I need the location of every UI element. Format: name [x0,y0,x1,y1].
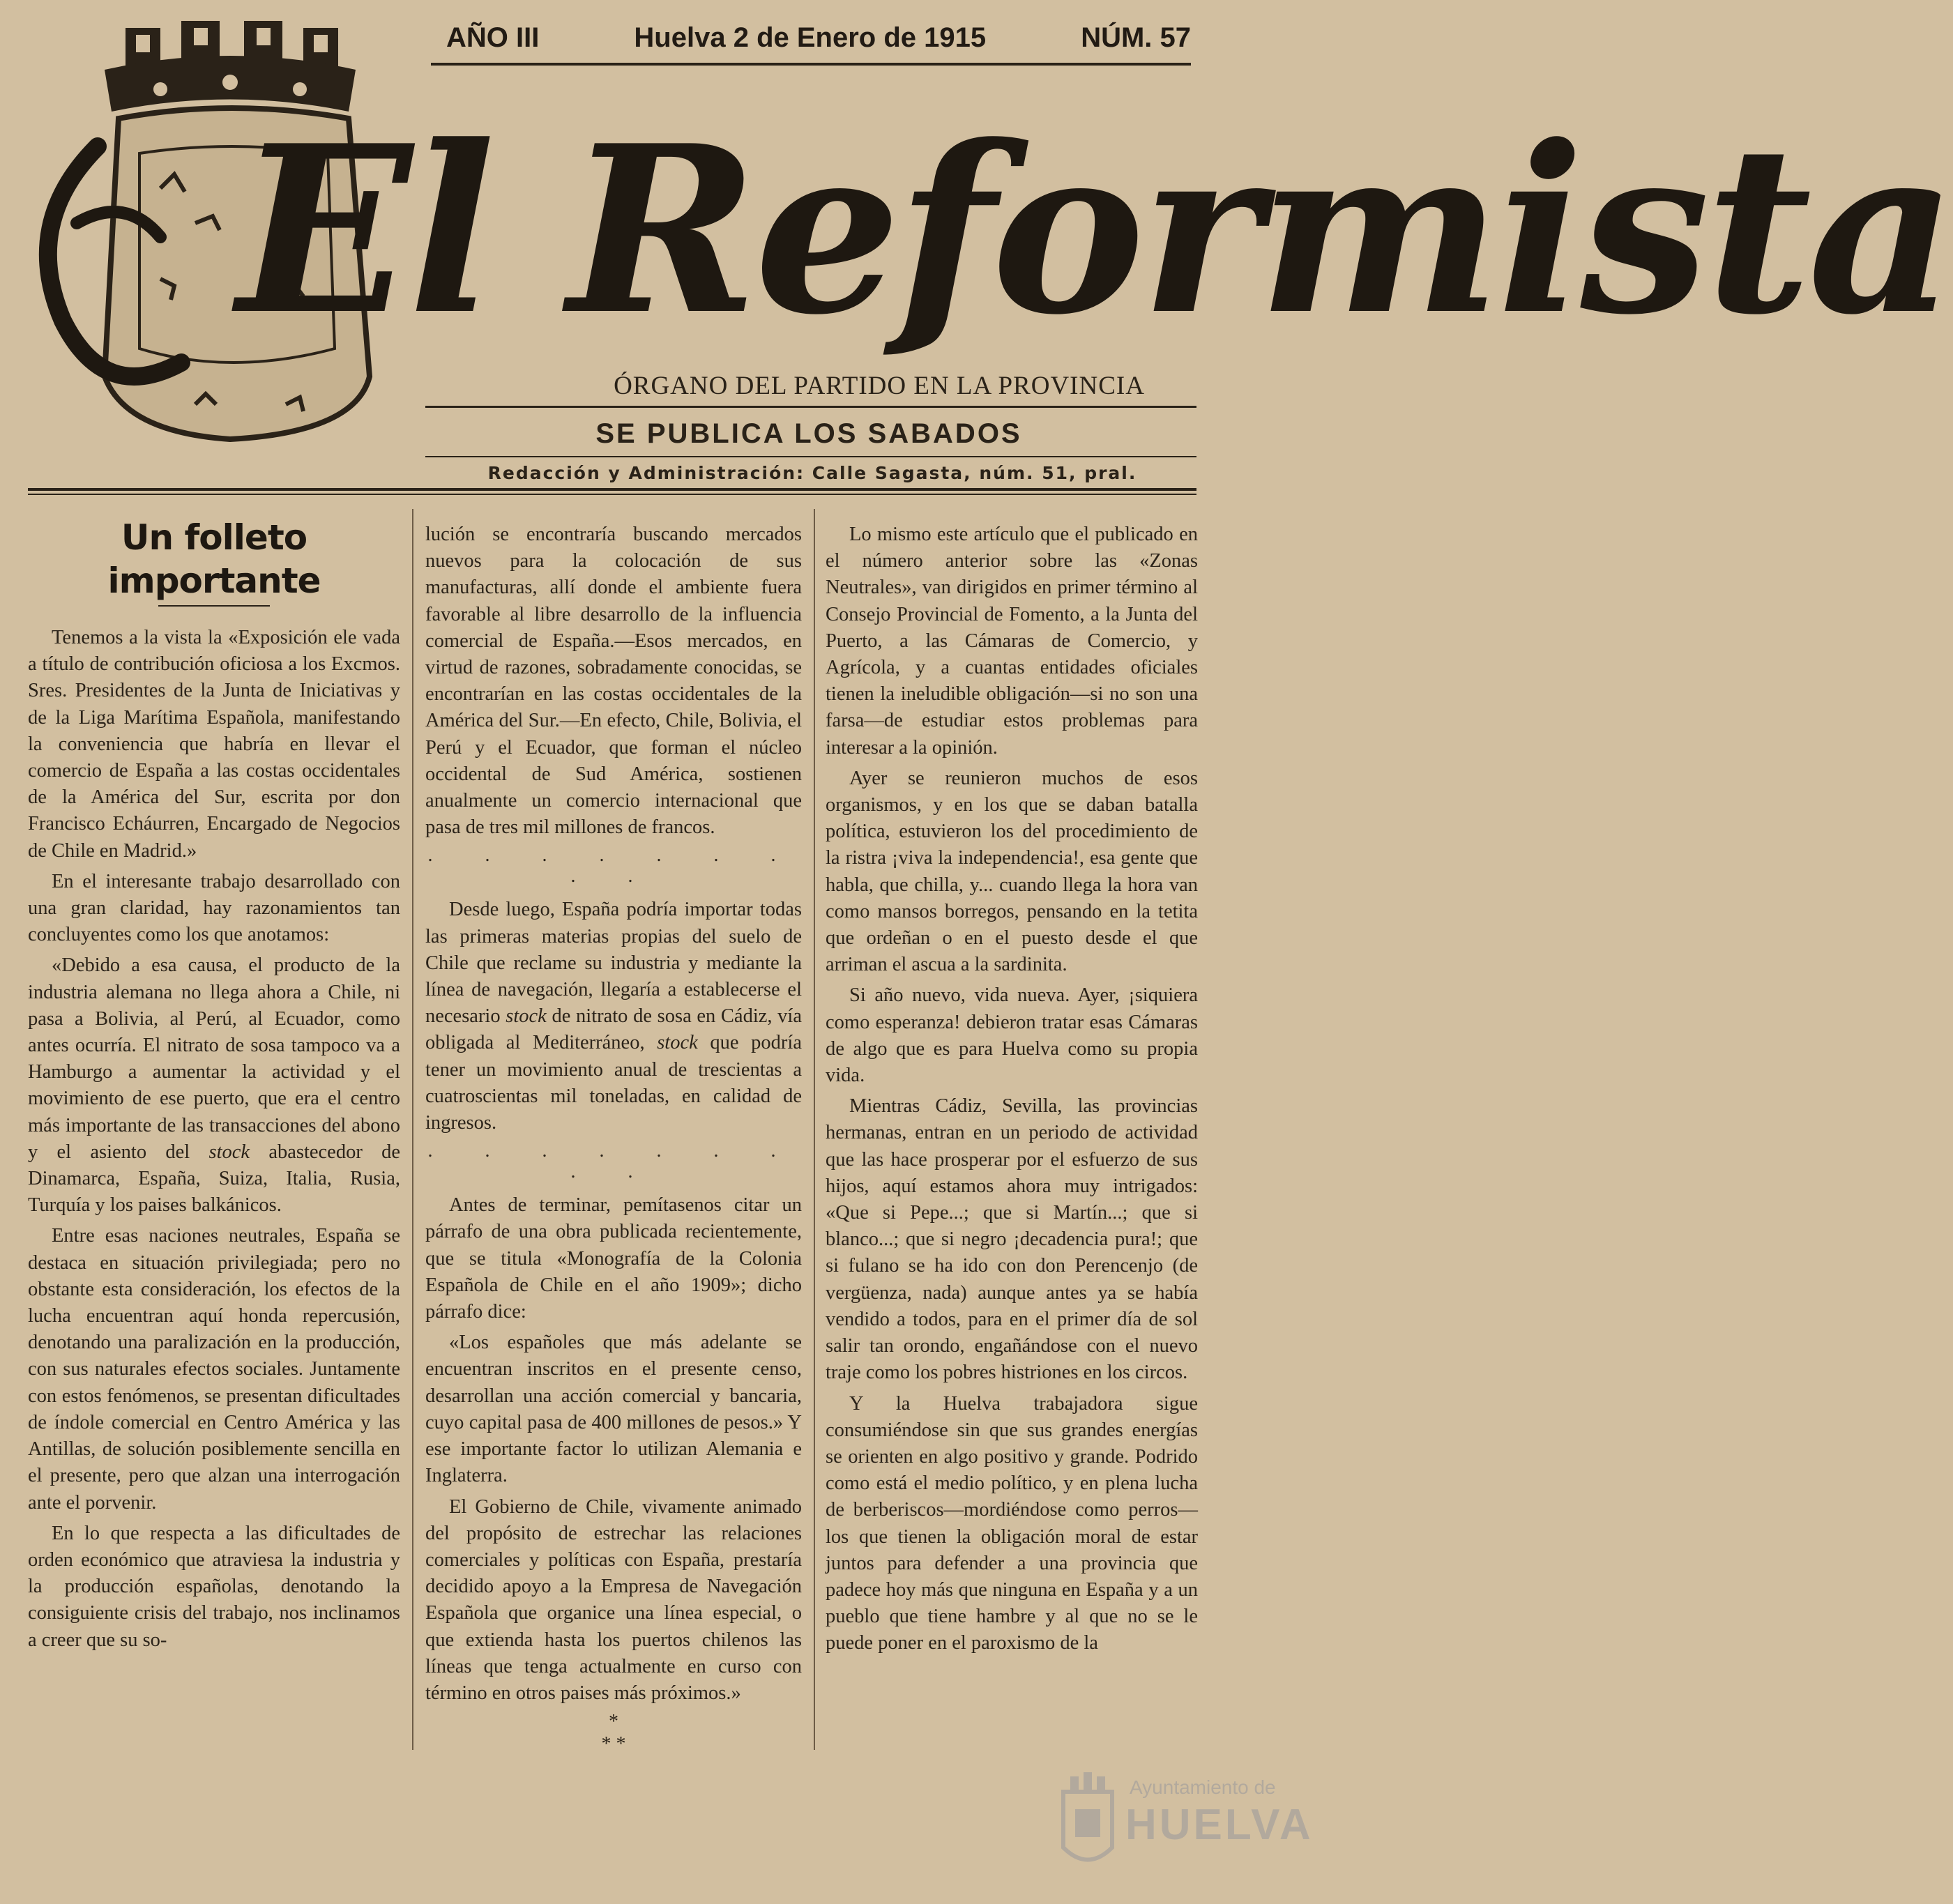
paragraph [425,897,802,1136]
column-3 [826,521,1198,1661]
organ-subtitle: ÓRGANO DEL PARTIDO EN LA PROVINCIA [614,372,1145,400]
paragraph: «Los españoles que más adelante se encuentran inscritos en el presente censo, desarrollan una acción comercial y bancaria, cuyo capital pasa de 400 millones de pesos.» Y ese importante factor lo utilizan Alemania e Inglaterra. [425,1332,802,1487]
paragraph: lución se encontraría buscando mercados nuevos para la colocación de sus manufacturas, allí donde el ambiente fuera favorable al libre desarrollo de la influencia comercial de España.—Esos mercados, en virtud de razones, sobradamente conocidas, se encontrarían en las costas occidentales de la América del Sur.—En efecto, Chile, Bolivia, el Perú y el Ecuador, que forman el núcleo occidental de Sud América, sostienen anualmente un comercio internacional que pasa de tres mil millones de francos. [425,524,802,839]
page-top-rule-thin [28,494,1196,495]
info-bar-rule [431,63,1191,66]
paragraph: En el interesante trabajo desarrollado con una gran claridad, hay razonamientos tan concluyentes como los que anotamos: [28,870,400,946]
section-dots: . . . . . . . . . [427,1140,800,1183]
text-run: Desde luego, España podría importar todas las primeras materias propias del suelo de Chile que reclame su industria y mediante la línea de navegación, llegaría a establecerse el necesario [425,899,802,1028]
publication-schedule: SE PUBLICA LOS SABADOS [595,418,1022,449]
asterism: * * * [601,1711,626,1756]
paragraph: Ayer se reunieron muchos de esos organismos, y en los que se daban batalla política, estuvieron los del procedimiento de la ristra ¡viva la independencia!, esa gente que habla, que chilla, y... cuando llega la hora van como mansos borregos, pensando en la tetita que ordeñan o en el puesto desde el que arriman el ascua a la sardinita. [826,767,1198,976]
masthead-rule [425,406,1196,408]
paragraph: El Gobierno de Chile, vivamente animado del propósito de estrechar las relaciones comerciales y políticas con España, prestaría decidido apoyo a la Empresa de Navegación Española que organice una línea especial, o que extienda hasta los puertos chilenos las líneas que tenga actualmente en curso con término en otros paises más próximos.» [425,1495,802,1704]
issue-number: NÚM. 57 [1081,22,1191,53]
column-1 [28,516,400,1658]
watermark-small-text: Ayuntamiento de [1130,1776,1276,1798]
archive-watermark [1053,1764,1314,1882]
paragraph: Lo mismo este artículo que el publicado en el número anterior sobre las «Zonas Neutrales», van dirigidos en primer término al Consejo Provincial de Fomento, a la Junta del Puerto, a las Cámaras de Comercio, y Agrícola, y a cuantas entidades oficiales tienen la ineludible obligación—si no son una farsa—de estudiar estos problemas para interesar a la opinión. [826,524,1198,759]
italic-term: stock [208,1141,250,1163]
masthead-info-bar [446,22,1191,54]
text-run: «Debido a esa causa, el producto de la industria alemana no llega ahora a Chile, ni pasa a Bolivia, al Perú, al Ecuador, como antes ocurría. El nitrato de sosa tampoco va a Hamburgo a aumentar la actividad y el movimiento de ese puerto, que era el centro más importante de las transacciones del abono y el asiento del [28,954,400,1163]
text-run: que podría tener un movimiento anual de trescientas a cuatroscientas mil toneladas, en calidad de ingresos. [425,1032,802,1134]
paragraph [28,952,400,1219]
paragraph: Tenemos a la vista la «Exposición ele vada a título de contribución oficiosa a los Excmos. Sres. Presidentes de la Junta de Iniciativas y de la Liga Marítima Española, manifestando la conveniencia que habría en llevar el comercio de España a las costas occidentales de la América del Sur, escrita por don Francisco Echáurren, Encargado de Negocios de Chile en Madrid.» [28,627,400,862]
paragraph: Entre esas naciones neutrales, España se destaca en situación privilegiada; pero no obstante esta consideración, los efectos de la lucha encuentran aquí honda repercusión, denotando una paralización en la producción, con sus naturales efectos sociales. Juntamente con estos fenómenos, se presentan dificultades de índole comercial en Centro América y las Antillas, de solución posiblemente sencilla en el presente, pero que alzan una interrogación ante el porvenir. [28,1225,400,1514]
year-label: AÑO III [446,22,540,53]
paragraph: Mientras Cádiz, Sevilla, las provincias hermanas, entran en un periodo de actividad que las hace prosperar por el esfuerzo de sus hijos, aquí estamos ahora muy intrigados: «Que si Pepe...; que si Martín...; que si blanco...; que si negro ¡decadencia pura!; que si fulano se ha ido con don Perencenjo (de vergüenza, nada) aunque antes ya se había vendido a todos, para en el primer día de sol salir tan orondo, engañándose con el nuevo traje como los pobres histriones en los circos. [826,1095,1198,1384]
column-separator-1 [412,509,413,1750]
address-line: Redacción y Administración: Calle Sagasta, núm. 51, pral. [487,463,1137,483]
article-headline: Un folleto importante [107,517,321,601]
text-run: abastecedor de Dinamarca, España, Suiza, Italia, Rusia, Turquía y los paises balkánicos. [28,1141,401,1217]
city-seal-icon [1053,1771,1123,1875]
headline-rule [158,605,270,607]
date-place: Huelva 2 de Enero de 1915 [634,22,987,53]
page-top-rule [28,488,1196,491]
watermark-big-text: HUELVA [1125,1801,1314,1849]
paragraph: En lo que respecta a las dificultades de orden económico que atraviesa la industria y la producción españolas, denotando la consiguiente crisis del trabajo, nos inclinamos a creer que su so- [28,1522,400,1651]
paragraph: Y la Huelva trabajadora sigue consumiéndose sin que sus grandes energías se orienten en algo positivo y grande. Podrido como está el medio político, y en plena lucha de berberiscos—mordiéndose como perros—los que tienen la obligación moral de estar juntos para defender a una provincia que padece hoy más que ninguna en España y a un pueblo que tiene hambre y al que no se le puede poner en el paroxismo de la [826,1392,1198,1654]
paragraph: Antes de terminar, pemítasenos citar un párrafo de una obra publicada recientemente, que se titula «Monografía de la Colonia Española de Chile en el año 1909»; dicho párrafo dice: [425,1194,802,1323]
masthead-rule-2 [425,456,1196,457]
text-run: de nitrato de sosa en Cádiz, vía obligada al Mediterráneo, [425,1005,802,1054]
italic-term: stock [657,1032,698,1054]
paragraph: Si año nuevo, vida nueva. Ayer, ¡siquiera como esperanza! debieron tratar esas Cámaras de algo que es para Huelva como su propia vida. [826,984,1198,1087]
section-dots: . . . . . . . . . [427,844,800,888]
column-2 [425,521,802,1756]
column-separator-2 [814,509,815,1750]
newspaper-title: El Reformista [237,95,1953,365]
italic-term: stock [506,1005,547,1028]
